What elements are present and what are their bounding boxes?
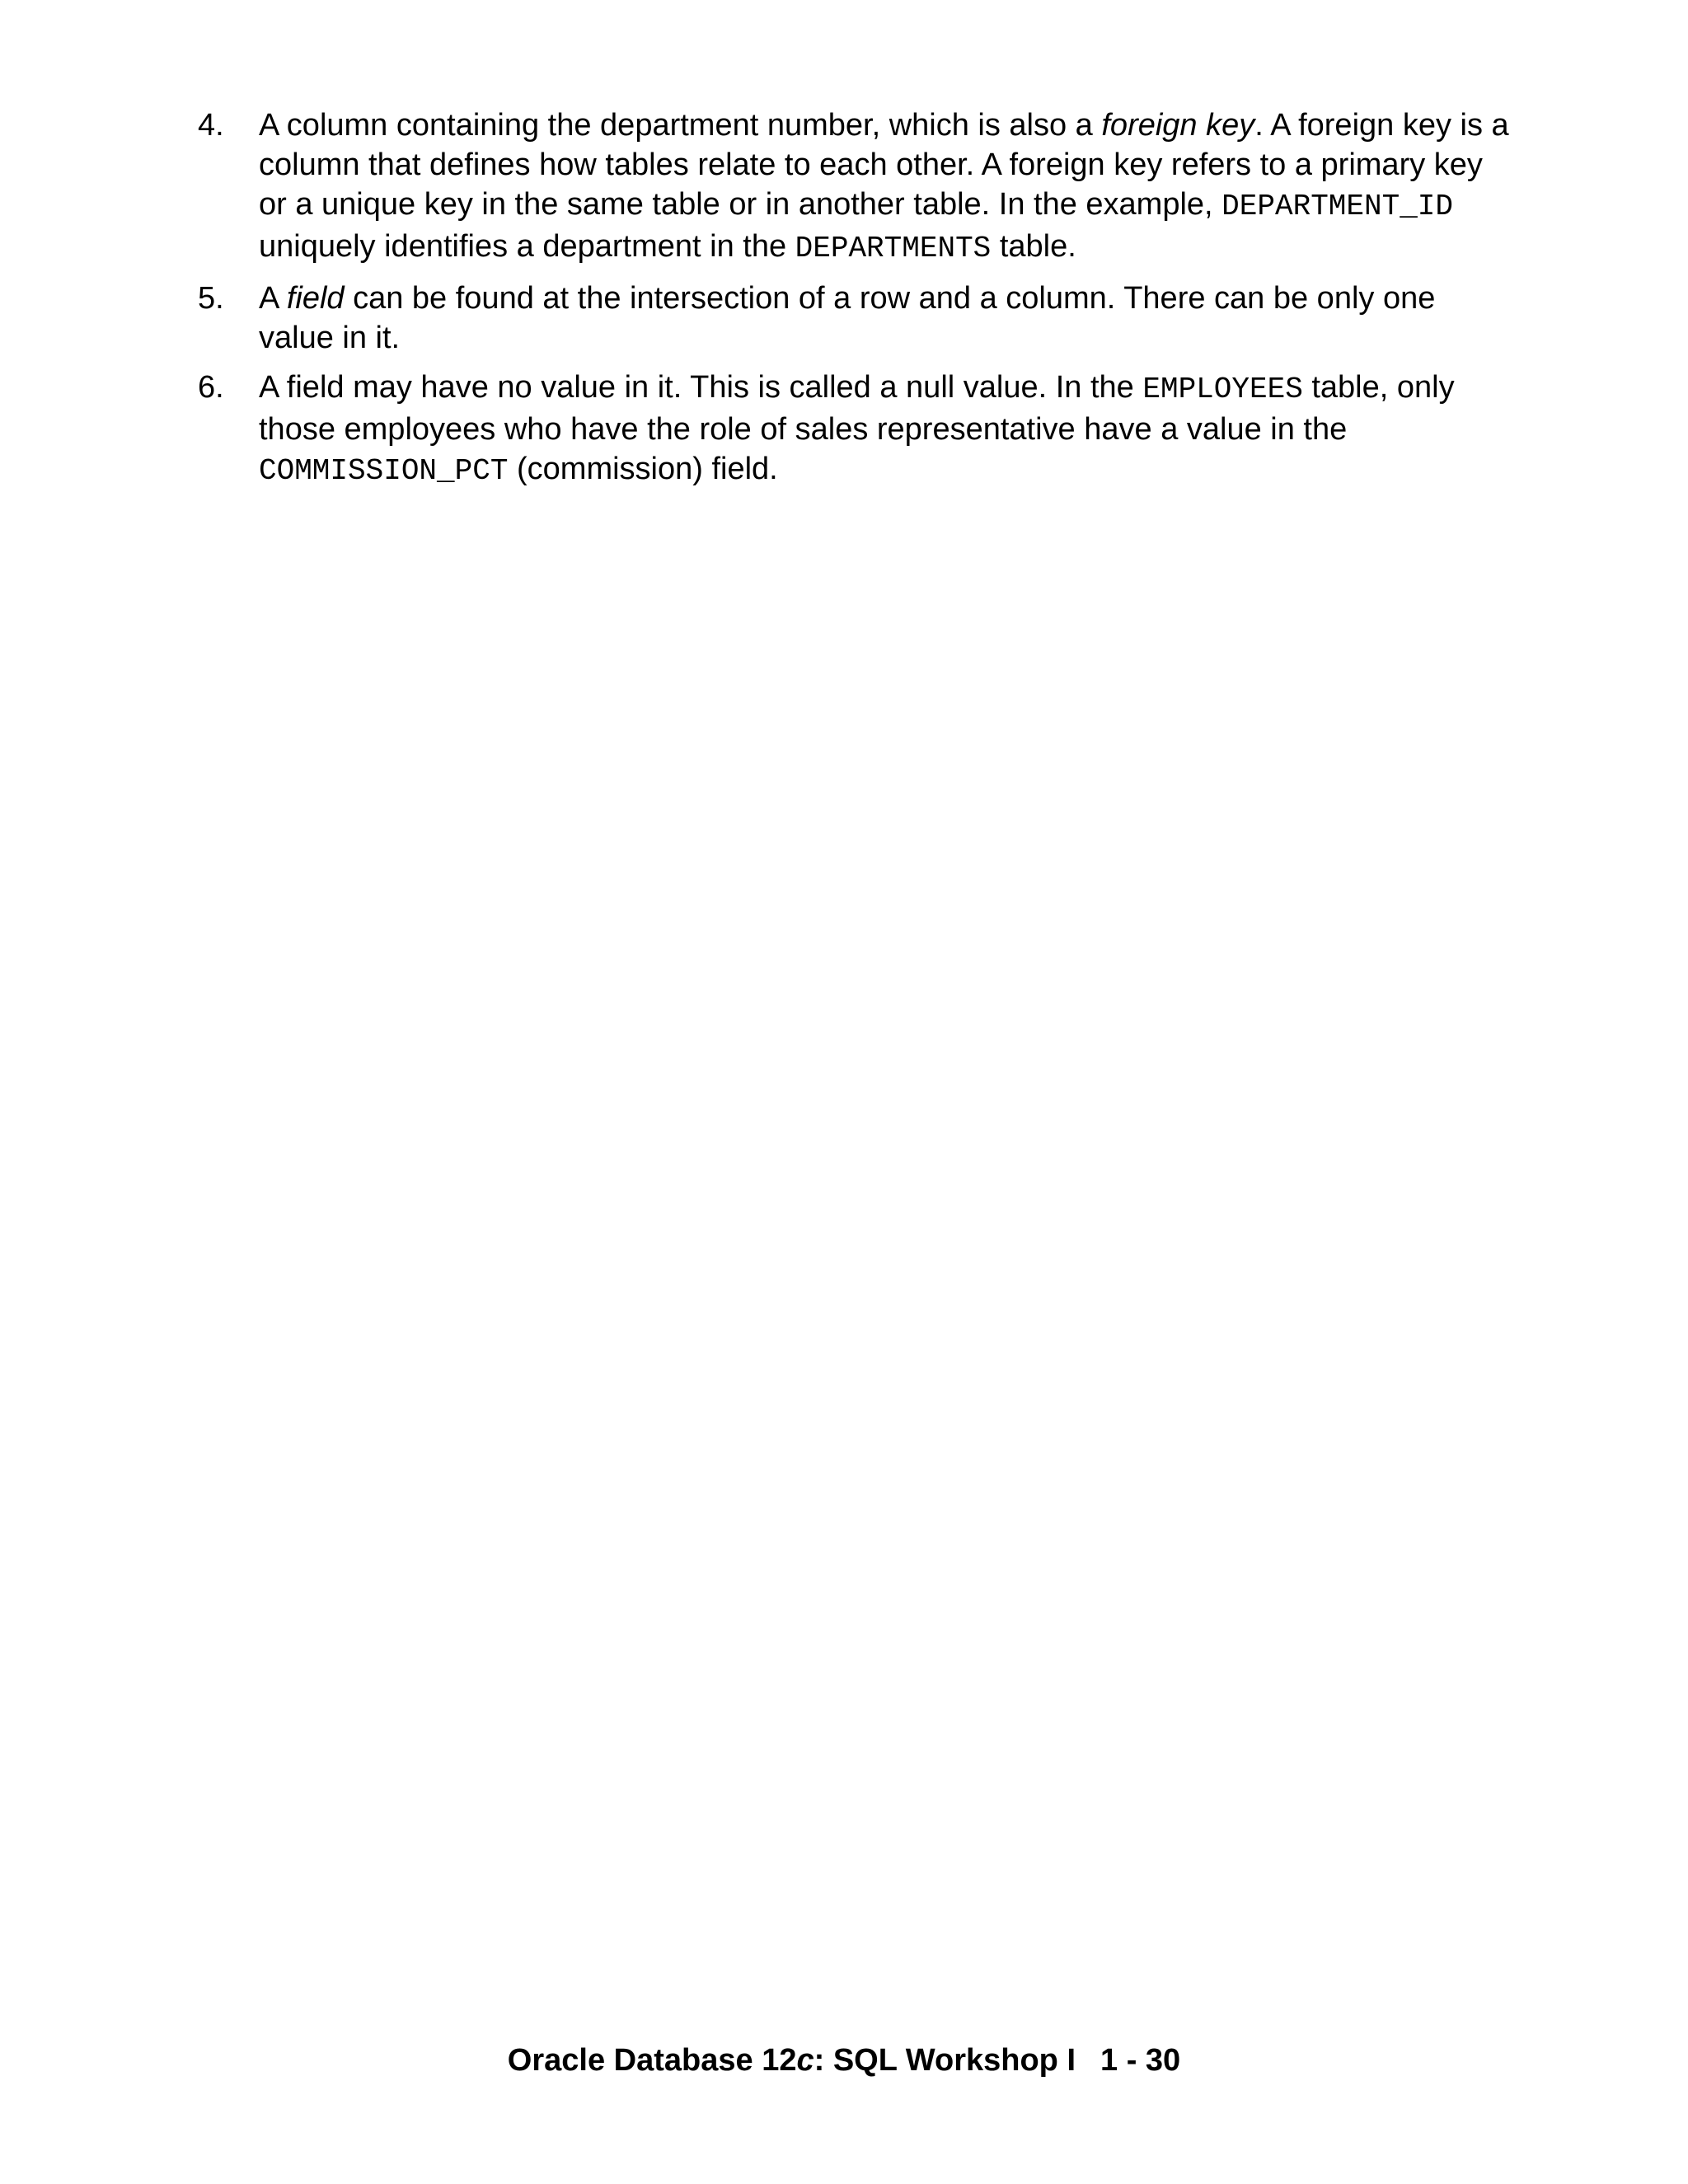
list-item xyxy=(198,105,1517,269)
code-commission-pct: COMMISSION_PCT xyxy=(259,454,509,488)
list-item-number: 5. xyxy=(198,281,224,316)
code-employees: EMPLOYEES xyxy=(1142,373,1303,406)
list-item-text xyxy=(259,368,1517,491)
list-item xyxy=(198,368,1517,491)
text-segment: table. xyxy=(991,229,1076,264)
code-departments: DEPARTMENTS xyxy=(795,232,992,265)
term-foreign-key: foreign key xyxy=(1101,108,1255,143)
footer-title-suffix: : SQL Workshop I xyxy=(814,2043,1076,2078)
text-segment: A column containing the department number, which is also a xyxy=(259,108,1102,143)
list-item xyxy=(198,279,1517,358)
text-segment: . A foreign key is a column that defines how tables relate to each other. A foreign key refers to a primary key or a unique key in the same table or in another table. In the example, xyxy=(259,108,1509,222)
text-segment: uniquely identifies a department in the xyxy=(259,229,795,264)
list-item-text xyxy=(259,105,1517,269)
numbered-list xyxy=(198,105,1517,501)
list-item-number: 6. xyxy=(198,370,224,405)
list-item-text xyxy=(259,279,1517,358)
term-field: field xyxy=(286,281,345,316)
list-item-number: 4. xyxy=(198,108,224,143)
text-segment: A field may have no value in it. This is called a null value. In the xyxy=(259,370,1143,405)
code-department-id: DEPARTMENT_ID xyxy=(1221,190,1454,223)
footer-title-prefix: Oracle Database 12 xyxy=(507,2043,797,2078)
text-segment: A xyxy=(259,281,287,316)
page-footer xyxy=(0,2041,1688,2080)
text-segment: can be found at the intersection of a row and a column. There can be only one value in it. xyxy=(259,281,1436,355)
footer-title-italic: c xyxy=(796,2043,814,2078)
text-segment: table, only those employees who have the role of sales representative have a value in the xyxy=(259,370,1455,447)
page-number: 1 - 30 xyxy=(1100,2043,1181,2078)
text-segment: (commission) field. xyxy=(508,452,778,486)
